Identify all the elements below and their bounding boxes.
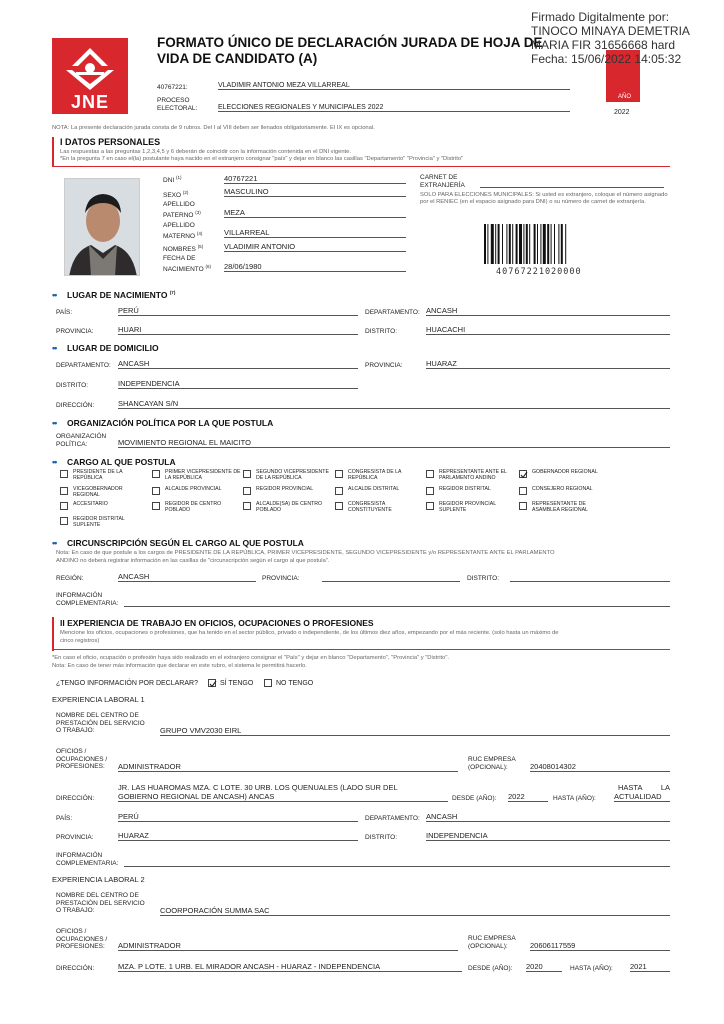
- exp1-dist-value: INDEPENDENCIA: [426, 831, 670, 841]
- section-accent-bar: [52, 137, 54, 167]
- exp2-oficio-label: OFICIOS / OCUPACIONES / PROFESIONES:: [56, 928, 108, 950]
- exp1-title: EXPERIENCIA LABORAL 1: [52, 695, 145, 704]
- exp1-prov-value: HUARAZ: [118, 831, 358, 841]
- dni-label: DNI $^{(1)}$: [163, 175, 182, 185]
- circ-dist-label: DISTRITO:: [467, 575, 500, 582]
- circ-prov-value: [322, 572, 460, 582]
- dom-dist-label: DISTRITO:: [56, 382, 89, 389]
- barcode-bar: [487, 224, 488, 264]
- cargo-option-label: ALCALDE(SA) DE CENTRO POBLADO: [256, 501, 323, 513]
- exp1-hasta-line1: HASTA LA: [618, 783, 670, 792]
- exp2-desde-value: 2020: [526, 962, 562, 972]
- barcode-bar: [547, 224, 549, 264]
- organizacion-title: ORGANIZACIÓN POLÍTICA POR LA QUE POSTULA: [67, 418, 274, 428]
- circ-prov-label: PROVINCIA:: [262, 575, 300, 582]
- cargo-checkbox[interactable]: [426, 502, 434, 510]
- cargo-option-label: REGIDOR DE CENTRO POBLADO: [165, 501, 222, 513]
- organizacion-value: MOVIMIENTO REGIONAL EL MAICITO: [118, 438, 670, 448]
- exp2-centro-label: NOMBRE DEL CENTRO DE PRESTACIÓN DEL SERVICIO O TRABAJO:: [56, 892, 145, 914]
- nac-dist-label: DISTRITO:: [365, 328, 398, 335]
- cargo-title: CARGO AL QUE POSTULA: [67, 457, 176, 467]
- barcode-bar: [519, 224, 522, 264]
- proceso-value: ELECCIONES REGIONALES Y MUNICIPALES 2022: [218, 104, 570, 112]
- barcode-bar: [540, 224, 541, 264]
- cargo-checkbox[interactable]: [519, 502, 527, 510]
- cargo-checkbox[interactable]: [519, 487, 527, 495]
- exp1-info-label: INFORMACIÓN COMPLEMENTARIA:: [56, 852, 119, 867]
- section-accent-bar: [52, 617, 54, 651]
- barcode-bar: [512, 224, 513, 264]
- intro-note: NOTA: La presente declaración jurada consta de 9 rubros. Del I al VIII deben ser llenados obligatoriamente. El IX es opcional.: [52, 125, 375, 131]
- fecha-nacimiento-value: 28/06/1980: [224, 262, 406, 272]
- anio-value: 2022: [614, 109, 630, 116]
- section-bullet-icon: ••: [52, 343, 57, 353]
- cargo-checkbox[interactable]: [519, 470, 527, 478]
- sexo-label: SEXO $^{(2)}$: [163, 190, 189, 200]
- nac-pais-value: PERÚ: [118, 306, 358, 316]
- cargo-option-label: CONGRESISTA DE LA REPÚBLICA: [348, 469, 402, 481]
- carnet-note: SOLO PARA ELECCIONES MUNICIPALES: Si usted es extranjero, coloque el número asignado por el RENIEC (en el espacio asignado para DNI) o su número de carnet de extranjería.: [420, 192, 668, 205]
- barcode-bar: [502, 224, 503, 264]
- exp1-ruc-value: 20408014302: [530, 762, 670, 772]
- checkmark-icon: [209, 680, 217, 688]
- barcode-bar: [526, 224, 528, 264]
- datos-personales-title: I DATOS PERSONALES: [60, 137, 161, 147]
- exp2-ruc-label: RUC EMPRESA (OPCIONAL):: [468, 935, 516, 950]
- circ-dist-value: [510, 572, 670, 582]
- cargo-option-label: REGIDOR DISTRITAL: [439, 486, 491, 492]
- barcode-bar: [561, 224, 563, 264]
- domicilio-title: LUGAR DE DOMICILIO: [67, 343, 159, 353]
- cargo-checkbox[interactable]: [60, 487, 68, 495]
- cargo-checkbox[interactable]: [335, 487, 343, 495]
- circ-region-value: ANCASH: [118, 572, 256, 582]
- exp2-centro-value: COORPORACIÓN SUMMA SAC: [160, 906, 670, 916]
- dom-dist-value: INDEPENDENCIA: [118, 379, 358, 389]
- exp2-dir-value: MZA. P LOTE. 1 URB. EL MIRADOR ANCASH - HUARAZ - INDEPENDENCIA: [118, 962, 462, 972]
- datos-note-2: *En la pregunta 7 en caso el(la) postulante haya nacido en el extranjero consignar "país" y dejar en blanco las casillas "Departamento" "Provincia" y "Distrito": [60, 156, 464, 162]
- exp1-centro-value: GRUPO VMV2030 EIRL: [160, 726, 670, 736]
- barcode: [484, 224, 594, 264]
- barcode-bar: [565, 224, 566, 264]
- cargo-option-label: GOBERNADOR REGIONAL: [532, 469, 598, 475]
- circ-info-label: INFORMACIÓN COMPLEMENTARIA:: [56, 592, 119, 607]
- cargo-option-label: REPRESENTANTE ANTE EL PARLAMENTO ANDINO: [439, 469, 507, 481]
- exp1-pais-label: PAÍS:: [56, 815, 73, 822]
- exp1-depto-label: DEPARTAMENTO:: [365, 815, 420, 822]
- nombres-label: NOMBRES $^{(5)}$: [163, 244, 204, 254]
- exp2-ruc-value: 20606117559: [530, 941, 670, 951]
- logo-text: JNE: [70, 92, 109, 112]
- exp2-dir-label: DIRECCIÓN:: [56, 965, 95, 972]
- si-tengo-checkbox[interactable]: [208, 679, 216, 687]
- cargo-option-label: REGIDOR PROVINCIAL: [256, 486, 314, 492]
- nac-prov-label: PROVINCIA:: [56, 328, 94, 335]
- cargo-option-label: VICEGOBERNADOR REGIONAL: [73, 486, 123, 498]
- dom-dir-label: DIRECCIÓN:: [56, 402, 95, 409]
- barcode-number: 40767221020000: [496, 267, 582, 277]
- jne-logo: [52, 38, 128, 114]
- anio-label: AÑO: [618, 94, 632, 100]
- exp2-hasta-label: HASTA (AÑO):: [570, 965, 613, 972]
- page-title: FORMATO ÚNICO DE DECLARACIÓN JURADA DE HOJA DE VIDA DE CANDIDATO (A): [157, 35, 543, 66]
- cargo-option-label: PRIMER VICEPRESIDENTE DE LA REPÚBLICA: [165, 469, 241, 481]
- cargo-checkbox[interactable]: [243, 502, 251, 510]
- exp1-dir-label: DIRECCIÓN:: [56, 795, 95, 802]
- exp1-desde-label: DESDE (AÑO):: [452, 795, 497, 802]
- cargo-checkbox[interactable]: [60, 517, 68, 525]
- tengo-question: ¿TENGO INFORMACIÓN POR DECLARAR?: [56, 680, 198, 687]
- barcode-bar: [523, 224, 524, 264]
- barcode-bar: [551, 224, 552, 264]
- apellido-materno-label: APELLIDO MATERNO $^{(4)}$: [163, 222, 203, 240]
- checkmark-icon: [520, 471, 528, 479]
- nac-pais-label: PAÍS:: [56, 309, 73, 316]
- cargo-checkbox[interactable]: [243, 470, 251, 478]
- barcode-bar: [543, 224, 546, 264]
- cargo-option-label: ALCALDE DISTRITAL: [348, 486, 400, 492]
- barcode-bar: [495, 224, 496, 264]
- dom-prov-value: HUARAZ: [426, 359, 670, 369]
- barcode-bar: [558, 224, 559, 264]
- fecha-nacimiento-label: FECHA DE NACIMIENTO $^{(6)}$: [163, 255, 212, 273]
- cargo-option-label: CONSEJERO REGIONAL: [532, 486, 593, 492]
- experiencia-note-4: Nota: En caso de tener más información que declarar en este rubro, el sistema le permitirá hacerlo.: [52, 663, 307, 669]
- cargo-checkbox[interactable]: [152, 487, 160, 495]
- barcode-bar: [529, 224, 530, 264]
- si-tengo-label: SÍ TENGO: [220, 680, 254, 687]
- cargo-option-label: REGIDOR DISTRITAL SUPLENTE: [73, 516, 125, 528]
- candidate-full-name: VLADIMIR ANTONIO MEZA VILLARREAL: [218, 82, 570, 90]
- no-tengo-label: NO TENGO: [276, 680, 314, 687]
- nacimiento-title: LUGAR DE NACIMIENTO $^{(7)}$: [67, 290, 176, 300]
- exp1-hasta-label: HASTA (AÑO):: [553, 795, 596, 802]
- candidate-id-label: 40767221:: [157, 84, 188, 91]
- exp1-depto-value: ANCASH: [426, 812, 670, 822]
- circunscripcion-title: CIRCUNSCRIPCIÓN SEGÚN EL CARGO AL QUE POSTULA: [67, 538, 304, 548]
- dni-value: 40767221: [224, 174, 406, 184]
- nac-depto-value: ANCASH: [426, 306, 670, 316]
- carnet-field: [480, 180, 664, 188]
- circ-info-value: [124, 597, 670, 607]
- exp1-prov-label: PROVINCIA:: [56, 834, 94, 841]
- sexo-value: MASCULINO: [224, 187, 406, 197]
- datos-note-1: Las respuestas a las preguntas 1,2,3,4,5 y 6 deberán de coincidir con la información contenida en el DNI vigente.: [60, 149, 351, 155]
- circunscripcion-note-1: Nota: En caso de que postule a los cargos de PRESIDENTE DE LA REPÚBLICA, PRIMER VICEPRESIDENTE, SEGUNDO VICEPRESIDENTE y/o REPRESENTANTE ANTE EL PARLAMENTO: [56, 550, 555, 556]
- barcode-bar: [484, 224, 486, 264]
- exp2-title: EXPERIENCIA LABORAL 2: [52, 875, 145, 884]
- exp2-hasta-value: 2021: [630, 962, 670, 972]
- experiencia-note-3: *En caso el oficio, ocupación o profesión haya sido realizado en el extranjero consignar el "País" y dejar en blanco "Departamento", "Provincia" y "Distrito".: [52, 655, 450, 661]
- experiencia-note-2: cinco registros): [60, 638, 100, 644]
- experiencia-title: II EXPERIENCIA DE TRABAJO EN OFICIOS, OCUPACIONES O PROFESIONES: [60, 618, 374, 628]
- nac-prov-value: HUARI: [118, 325, 358, 335]
- dom-dir-value: SHANCAYAN S/N: [118, 399, 670, 409]
- experiencia-note-1: Mencione los oficios, ocupaciones o profesiones, que ha tenido en el sector público, privado o independiente, de los últimos diez años, empezando por el más reciente. (solo hasta un máximo de: [60, 630, 559, 636]
- barcode-bar: [554, 224, 555, 264]
- cargo-option-label: REPRESENTANTE DE ASAMBLEA REGIONAL: [532, 501, 588, 513]
- barcode-bar: [509, 224, 511, 264]
- nombres-value: VLADIMIR ANTONIO: [224, 242, 406, 252]
- cargo-checkbox[interactable]: [152, 470, 160, 478]
- section-bullet-icon: ••: [52, 418, 57, 428]
- barcode-bar: [534, 224, 536, 264]
- cargo-option-label: REGIDOR PROVINCIAL SUPLENTE: [439, 501, 496, 513]
- cargo-checkbox[interactable]: [426, 470, 434, 478]
- barcode-bar: [516, 224, 518, 264]
- section-bullet-icon: ••: [52, 538, 57, 548]
- exp1-centro-label: NOMBRE DEL CENTRO DE PRESTACIÓN DEL SERVICIO O TRABAJO:: [56, 712, 145, 734]
- cargo-checkbox[interactable]: [335, 470, 343, 478]
- exp1-ruc-label: RUC EMPRESA (OPCIONAL):: [468, 756, 516, 771]
- carnet-label: CARNET DE EXTRANJERÍA: [420, 174, 465, 189]
- dom-depto-value: ANCASH: [118, 359, 358, 369]
- exp1-info-value: [124, 857, 670, 867]
- cargo-checkbox[interactable]: [426, 487, 434, 495]
- nac-dist-value: HUACACHI: [426, 325, 670, 335]
- proceso-label: PROCESO ELECTORAL:: [157, 97, 198, 112]
- exp1-oficio-label: OFICIOS / OCUPACIONES / PROFESIONES:: [56, 748, 108, 770]
- digital-signature: Firmado Digitalmente por: TINOCO MINAYA DEMETRIA MARIA FIR 31656668 hard Fecha: 15/06/2022 14:05:32: [531, 10, 690, 66]
- barcode-bar: [506, 224, 507, 264]
- exp1-dist-label: DISTRITO:: [365, 834, 398, 841]
- barcode-bar: [491, 224, 494, 264]
- nac-depto-label: DEPARTAMENTO:: [365, 309, 420, 316]
- apellido-paterno-label: APELLIDO PATERNO $^{(3)}$: [163, 201, 201, 219]
- cargo-option-label: PRESIDENTE DE LA REPÚBLICA: [73, 469, 123, 481]
- cargo-option-label: ACCESITARIO: [73, 501, 108, 507]
- cargo-checkbox[interactable]: [243, 487, 251, 495]
- cargo-option-label: SEGUNDO VICEPRESIDENTE DE LA REPÚBLICA: [256, 469, 329, 481]
- exp2-desde-label: DESDE (AÑO):: [468, 965, 513, 972]
- exp1-dir-line2: GOBIERNO REGIONAL DE ANCASH) ANCAS: [118, 792, 448, 802]
- cargo-checkbox[interactable]: [152, 502, 160, 510]
- exp1-pais-value: PERÚ: [118, 812, 358, 822]
- dom-depto-label: DEPARTAMENTO:: [56, 362, 111, 369]
- section-divider: [52, 166, 670, 167]
- section-bullet-icon: ••: [52, 290, 57, 300]
- apellido-paterno-value: MEZA: [224, 208, 406, 218]
- cargo-checkbox[interactable]: [335, 502, 343, 510]
- circ-region-label: REGIÓN:: [56, 575, 84, 582]
- organizacion-label: ORGANIZACIÓN POLÍTICA:: [56, 433, 107, 448]
- dom-prov-label: PROVINCIA:: [365, 362, 403, 369]
- barcode-bar: [498, 224, 500, 264]
- cargo-option-label: ALCALDE PROVINCIAL: [165, 486, 222, 492]
- section-bullet-icon: ••: [52, 457, 57, 467]
- cargo-option-label: CONGRESISTA CONSTITUYENTE: [348, 501, 392, 513]
- cargo-checkbox[interactable]: [60, 470, 68, 478]
- person-photo-icon: [65, 179, 140, 276]
- barcode-bar: [537, 224, 538, 264]
- section-divider: [52, 649, 670, 650]
- cargo-checkbox[interactable]: [60, 502, 68, 510]
- no-tengo-checkbox[interactable]: [264, 679, 272, 687]
- exp2-oficio-value: ADMINISTRADOR: [118, 941, 458, 951]
- exp1-dir-line1: JR. LAS HUAROMAS MZA. C LOTE. 30 URB. LOS QUENUALES (LADO SUR DEL: [118, 783, 398, 792]
- jne-emblem-icon: [52, 38, 128, 94]
- exp1-desde-value: 2022: [508, 792, 548, 802]
- apellido-materno-value: VILLARREAL: [224, 228, 406, 238]
- exp1-hasta-line2: ACTUALIDAD: [614, 792, 670, 802]
- candidate-photo: [64, 178, 140, 276]
- exp1-oficio-value: ADMINISTRADOR: [118, 762, 458, 772]
- circunscripcion-note-2: ANDINO no deberá registrar información en las casillas de "circunscripción según el cargo al que postula".: [56, 558, 330, 564]
